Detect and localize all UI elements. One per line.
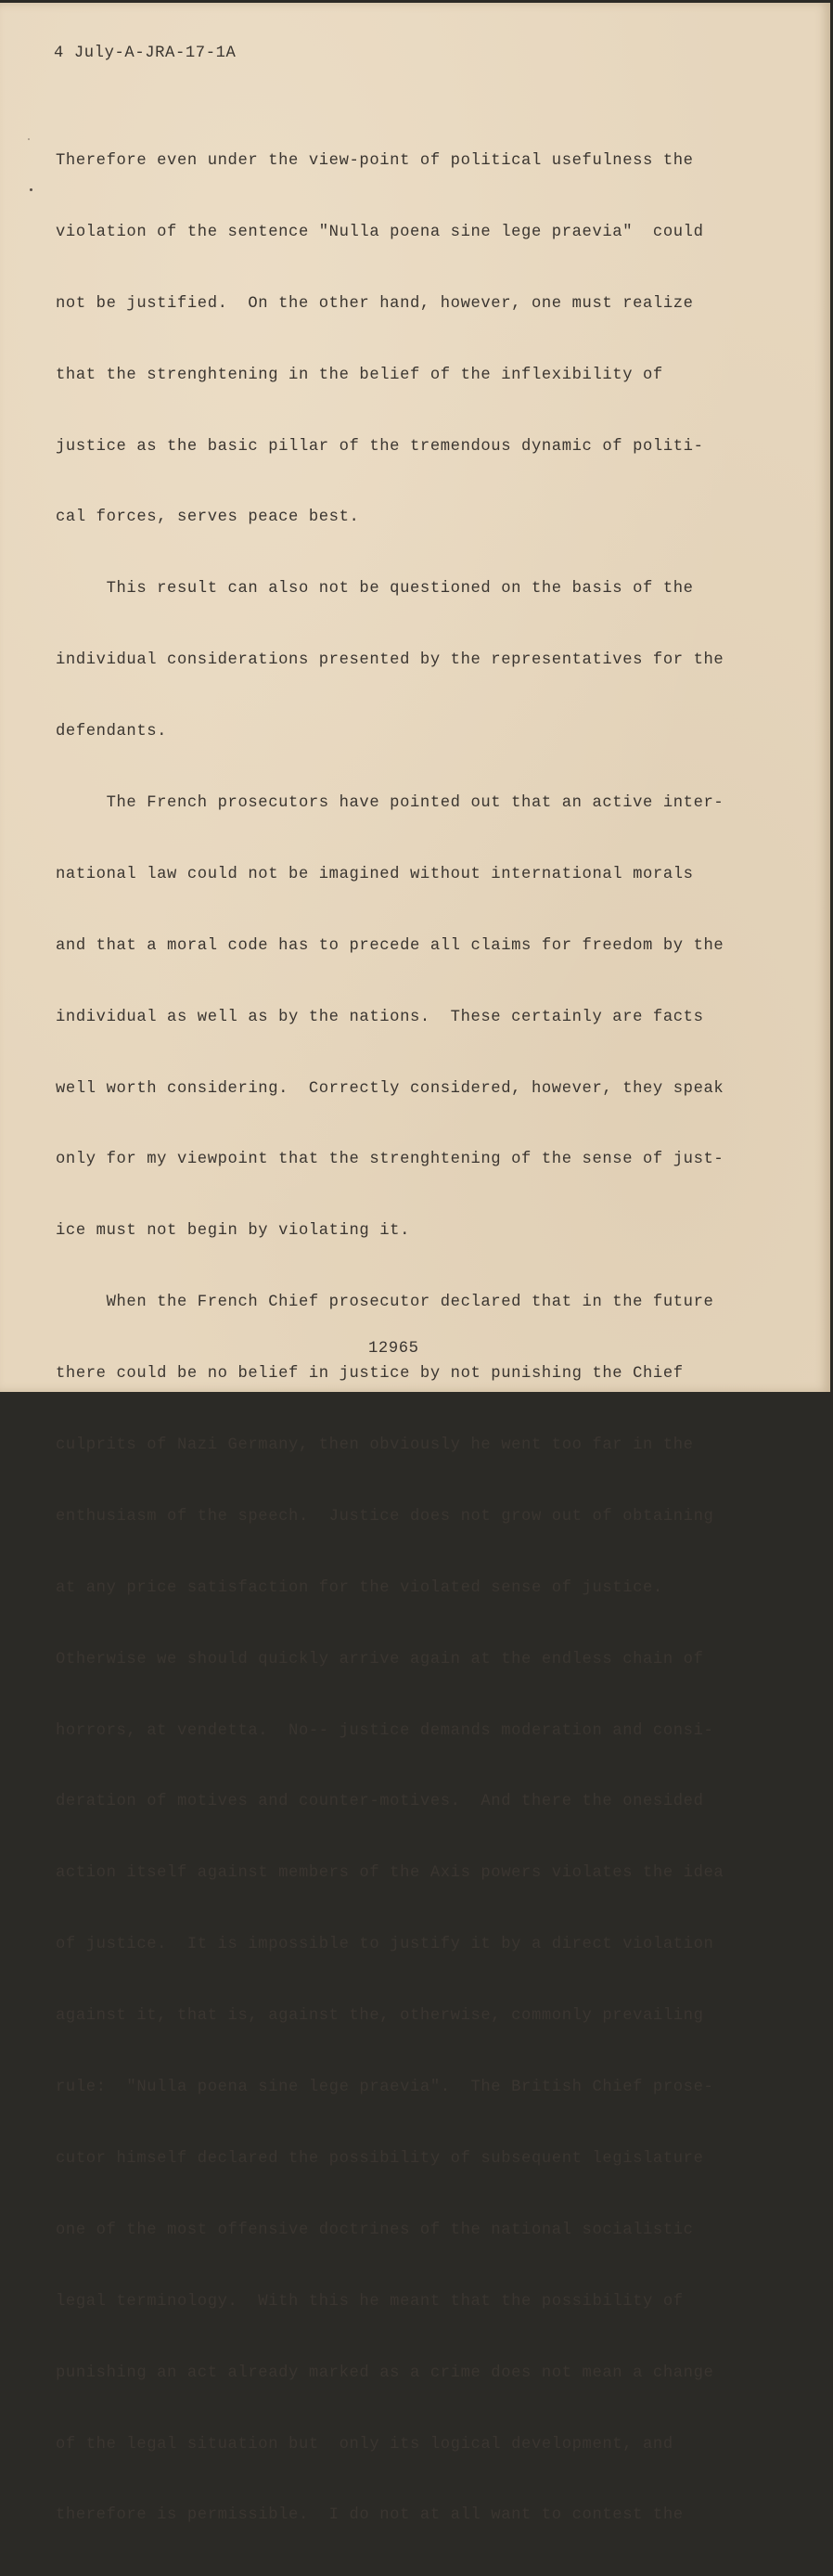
text-line: cutor himself declared the possibility of subsequent legislature bbox=[56, 2149, 704, 2168]
text-line: there could be no belief in justice by not punishing the Chief bbox=[56, 1365, 684, 1384]
text-line: one of the most offensive doctrines of the national socialistic bbox=[56, 2221, 694, 2239]
text-line: This result can also not be questioned on the basis of the bbox=[56, 580, 694, 599]
text-line: well worth considering. Correctly considered, however, they speak bbox=[56, 1079, 724, 1098]
text-line: punishing an act already marked as a crime does not mean a change bbox=[56, 2363, 714, 2382]
text-line: deration of motives and counter-motives. And there the onesided bbox=[56, 1793, 704, 1811]
document-page bbox=[0, 3, 830, 2525]
text-line: enthusiasm of the speech. Justice does not grow out of obtaining bbox=[56, 1507, 714, 1526]
text-line: defendants. bbox=[56, 723, 168, 741]
text-line: of justice. It is impossible to justify it by a direct violation bbox=[56, 1936, 714, 1954]
paper-speck bbox=[30, 188, 32, 191]
text-line: against it, that is, against the, otherwise, commonly prevailing bbox=[56, 2007, 704, 2026]
paper-speck bbox=[28, 138, 30, 140]
text-line: and that a moral code has to precede all claims for freedom by the bbox=[56, 936, 724, 955]
text-line: violation of the sentence "Nulla poena sine lege praevia" could bbox=[56, 223, 704, 241]
text-line: rule: "Nulla poena sine lege praevia". The British Chief prose- bbox=[56, 2079, 714, 2097]
text-line: Otherwise we should quickly arrive again at the endless chain of bbox=[56, 1650, 704, 1668]
text-line: Therefore even under the view-point of political usefulness the bbox=[56, 152, 694, 170]
text-line: at any price satisfaction for the violated sense of justice. bbox=[56, 1578, 663, 1597]
text-line: therefore is permissible. I do not at all want to contest the bbox=[56, 2506, 684, 2525]
text-line: only for my viewpoint that the strenghtening of the sense of just- bbox=[56, 1151, 724, 1169]
text-line: national law could not be imagined without international morals bbox=[56, 865, 694, 883]
text-line: not be justified. On the other hand, however, one must realize bbox=[56, 294, 694, 313]
text-line: horrors, at vendetta. No-- justice demands moderation and consi- bbox=[56, 1721, 714, 1740]
text-line: justice as the basic pillar of the tremendous dynamic of politi- bbox=[56, 437, 704, 456]
text-line: culprits of Nazi Germany, then obviously he went too far in the bbox=[56, 1436, 694, 1455]
text-line: individual considerations presented by the representatives for the bbox=[56, 651, 724, 670]
text-line: of the legal situation but only its logical development, and bbox=[56, 2435, 673, 2454]
text-line: The French prosecutors have pointed out that an active inter- bbox=[56, 794, 724, 813]
text-line: When the French Chief prosecutor declared that in the future bbox=[56, 1294, 714, 1312]
text-line: cal forces, serves peace best. bbox=[56, 509, 360, 527]
text-line: action itself against members of the Axis powers violates the idea bbox=[56, 1864, 724, 1883]
text-line: individual as well as by the nations. These certainly are facts bbox=[56, 1008, 704, 1026]
text-line: legal terminology. With this he meant that the possibility of bbox=[56, 2292, 684, 2311]
page-number: 12965 bbox=[368, 1340, 419, 1358]
text-line: ice must not begin by violating it. bbox=[56, 1222, 410, 1241]
text-line: that the strenghtening in the belief of the inflexibility of bbox=[56, 366, 663, 384]
document-reference-header: 4 July-A-JRA-17-1A bbox=[54, 45, 237, 62]
